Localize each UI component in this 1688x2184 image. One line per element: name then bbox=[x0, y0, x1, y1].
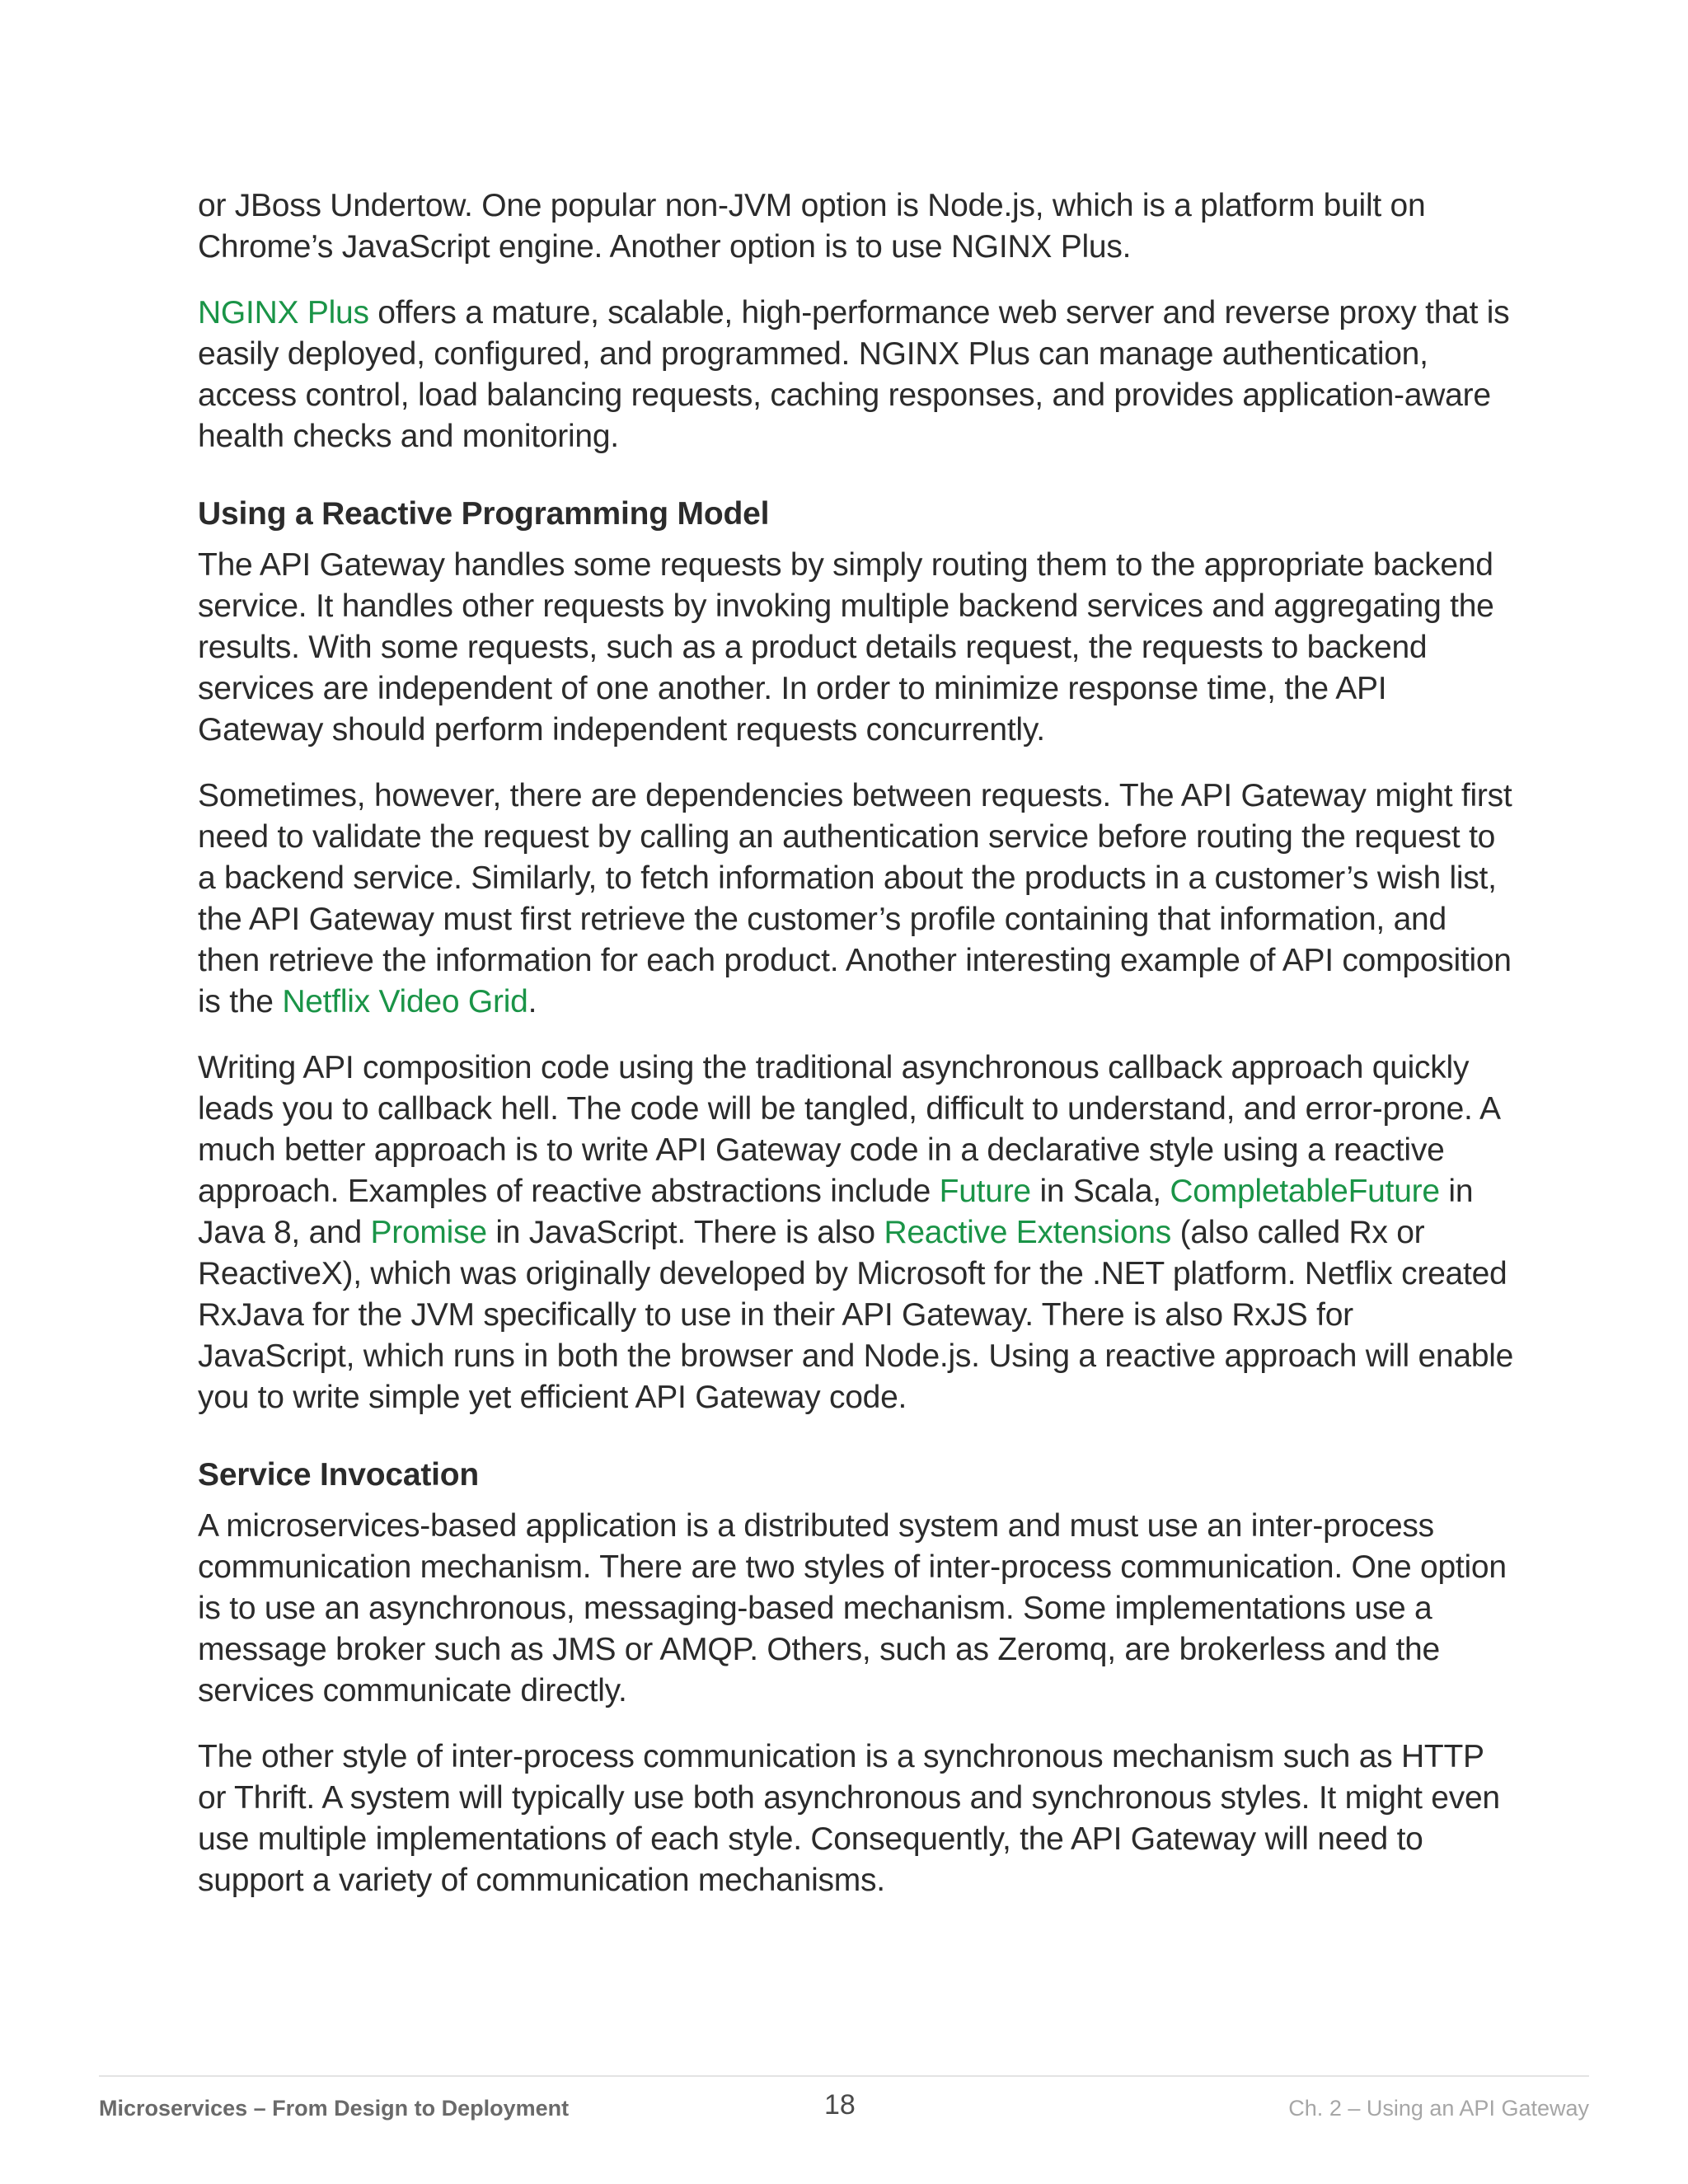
paragraph-dependencies bbox=[198, 776, 1517, 1023]
footer-divider bbox=[99, 2075, 1589, 2077]
paragraph-text: in Java 8, and bbox=[198, 1174, 1474, 1250]
promise-link[interactable]: Promise bbox=[370, 1215, 487, 1250]
paragraph-nginx-plus bbox=[198, 293, 1517, 457]
page-content bbox=[198, 185, 1517, 1926]
paragraph-routing bbox=[198, 545, 1517, 751]
paragraph-intro bbox=[198, 185, 1517, 268]
section-heading-service-invocation: Service Invocation bbox=[198, 1457, 480, 1493]
paragraph-text: Sometimes, however, there are dependencies between requests. The API Gateway might first need to validate the request by calling an authentication service before routing the request to a backend service. Similarly, to fetch information about the products in a customer’s wish list, the API Gateway must first retrieve the customer’s profile containing that information, and then retrieve the information for each product. Another interesting example of API composition is the bbox=[198, 778, 1512, 1019]
paragraph-text: (also called Rx or ReactiveX), which was originally developed by Microsoft for the .NET platform. Netflix created RxJava for the JVM specifically to use in their API Gateway. There is also RxJS for JavaScript, which runs in both the browser and Node.js. Using a reactive approach will enable you to write simple yet efficient API Gateway code. bbox=[198, 1215, 1514, 1415]
section-heading-reactive: Using a Reactive Programming Model bbox=[198, 496, 770, 532]
paragraph-text: in Scala, bbox=[1030, 1174, 1170, 1209]
footer-chapter-title: Ch. 2 – Using an API Gateway bbox=[1288, 2096, 1589, 2121]
paragraph-text: The API Gateway handles some requests by simply routing them to the appropriate backend service. It handles other requests by invoking multiple backend services and aggregating the results. With some requests, such as a product details request, the requests to backend services are independent of one another. In order to minimize response time, the API Gateway should perform independent requests concurrently. bbox=[198, 547, 1494, 748]
paragraph-text: in JavaScript. There is also bbox=[486, 1215, 884, 1250]
paragraph-text: The other style of inter-process communication is a synchronous mechanism such as HTTP or Thrift. A system will typically use both asynchronous and synchronous styles. It might even use multiple implementations of each style. Consequently, the API Gateway will need to support a variety of communication mechanisms. bbox=[198, 1739, 1500, 1898]
paragraph-text-end: . bbox=[528, 984, 537, 1019]
reactive-extensions-link[interactable]: Reactive Extensions bbox=[884, 1215, 1172, 1250]
paragraph-reactive-abstractions bbox=[198, 1047, 1517, 1418]
paragraph-text: Writing API composition code using the traditional asynchronous callback approach quickly leads you to callback hell. The code will be tangled, difficult to understand, and error-prone. A much better approach is to write API Gateway code in a declarative style using a reactive approach. Examples of reactive abstractions include bbox=[198, 1050, 1499, 1209]
future-link[interactable]: Future bbox=[939, 1174, 1031, 1209]
paragraph-text: or JBoss Undertow. One popular non-JVM option is Node.js, which is a platform built on Chrome’s JavaScript engine. Another option is to use NGINX Plus. bbox=[198, 188, 1426, 265]
netflix-video-grid-link[interactable]: Netflix Video Grid bbox=[282, 984, 528, 1019]
footer-book-title: Microservices – From Design to Deployment bbox=[99, 2096, 570, 2121]
completablefuture-link[interactable]: CompletableFuture bbox=[1170, 1174, 1440, 1209]
nginx-plus-link[interactable]: NGINX Plus bbox=[198, 295, 369, 330]
paragraph-ipc bbox=[198, 1506, 1517, 1712]
page-number: 18 bbox=[824, 2089, 856, 2121]
paragraph-sync-ipc bbox=[198, 1736, 1517, 1901]
paragraph-text: offers a mature, scalable, high-performance web server and reverse proxy that is easily deployed, configured, and programmed. NGINX Plus can manage authentication, access control, load balancing requests, caching responses, and provides application-aware health checks and monitoring. bbox=[198, 295, 1510, 454]
paragraph-text: A microservices-based application is a distributed system and must use an inter-process communication mechanism. There are two styles of inter-process communication. One option is to use an asynchronous, messaging-based mechanism. Some implementations use a message broker such as JMS or AMQP. Others, such as Zeromq, are brokerless and the services communicate directly. bbox=[198, 1508, 1507, 1708]
